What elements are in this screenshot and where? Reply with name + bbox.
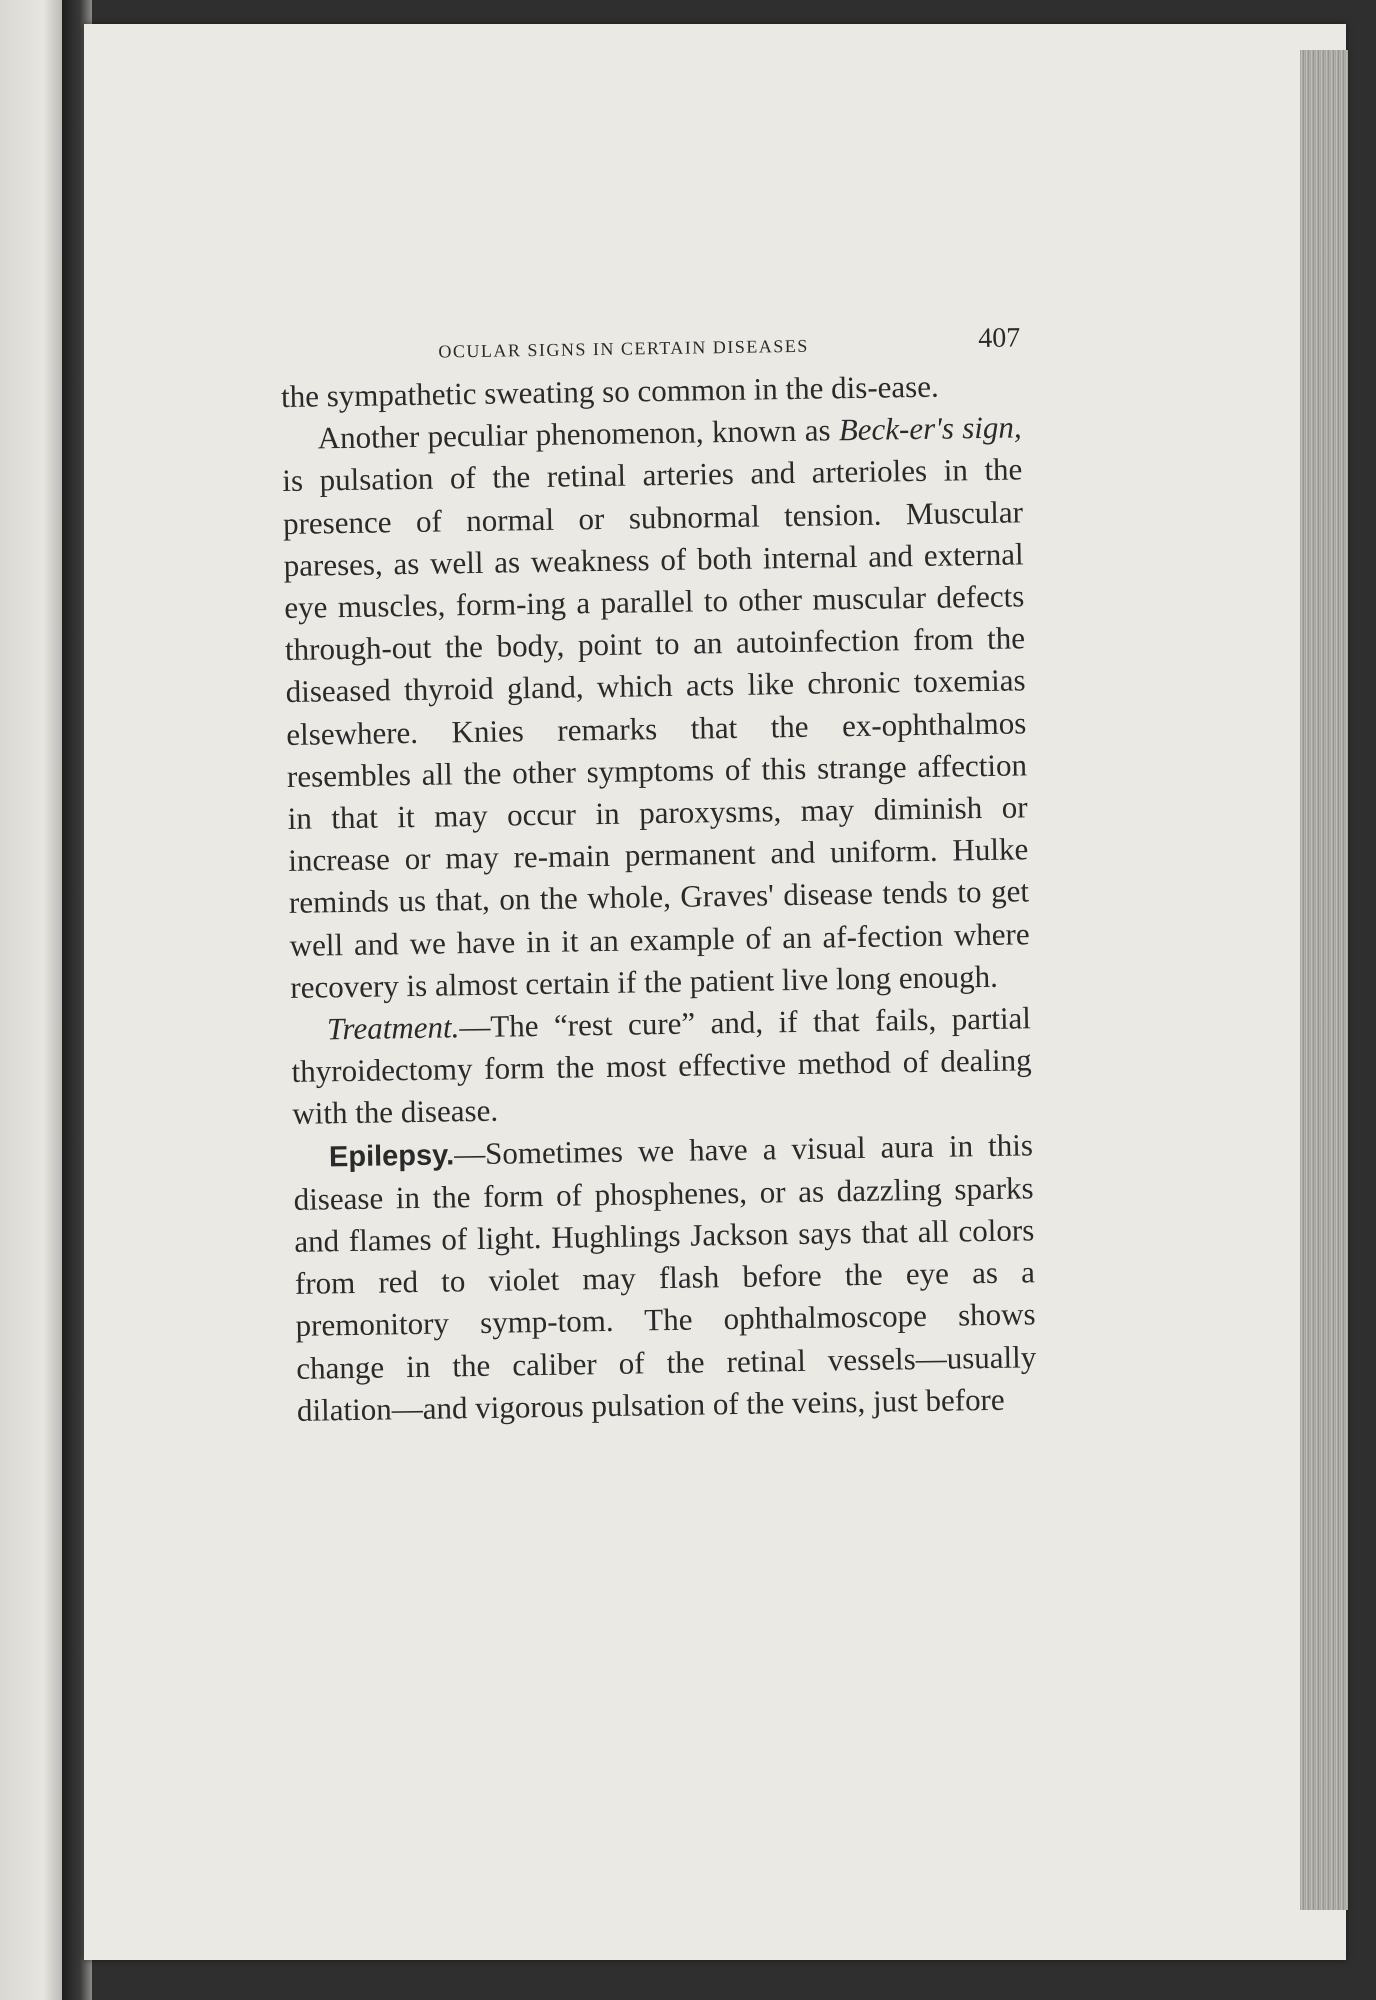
page-text-block <box>280 318 1037 1432</box>
paragraph-text: the sympathetic sweating so common in the dis-ease. <box>280 368 939 414</box>
paragraph-epilepsy <box>293 1124 1038 1432</box>
heading-treatment: Treatment. <box>326 1009 460 1047</box>
paragraph-text: —Sometimes we have a visual aura in this disease in the form of phosphenes, or as dazzling sparks and flames of light. Hughlings Jackson says that all colors from red to violet may flash before the eye as a premonitory symp-tom. The ophthalmoscope shows change in the caliber of the retinal vessels—usually dilation—and vigorous pulsation of the veins, just before <box>293 1126 1037 1428</box>
running-head-title: OCULAR SIGNS IN CERTAIN DISEASES <box>438 335 809 362</box>
term-beckers-sign: Beck-er's sign, <box>838 409 1022 448</box>
page-number: 407 <box>977 322 1021 355</box>
paragraph-text: is pulsation of the retinal arteries and arterioles in the presence of normal or subnormal tension. Muscular pareses, as well as weakness of both internal and external eye muscles, form-ing a parallel to other muscular defects through-out the body, point to an autoinfection from the diseased thyroid gland, which acts like chronic toxemias elsewhere. Knies remarks that the ex-ophthalmos resembles all the other symptoms of this strange affection in that it may occur in paroxysms, may diminish or increase or may re-main permanent and uniform. Hulke reminds us that, on the whole, Graves' disease tends to get well and we have in it an example of an af-fection where recovery is almost certain if the patient live long enough. <box>282 451 1030 1005</box>
body-text <box>281 364 1037 1432</box>
paragraph-beckers-sign <box>281 407 1030 1009</box>
page-stack-edges <box>1300 50 1348 1910</box>
paragraph-text: —The “rest cure” and, if that fails, partial thyroidectomy form the most effective method of dealing with the disease. <box>291 1000 1032 1132</box>
heading-epilepsy: Epilepsy. <box>328 1139 455 1173</box>
paragraph-treatment <box>291 997 1033 1135</box>
facing-page-edge <box>0 0 62 2000</box>
paragraph-lead: Another peculiar phenomenon, known as <box>317 412 840 456</box>
